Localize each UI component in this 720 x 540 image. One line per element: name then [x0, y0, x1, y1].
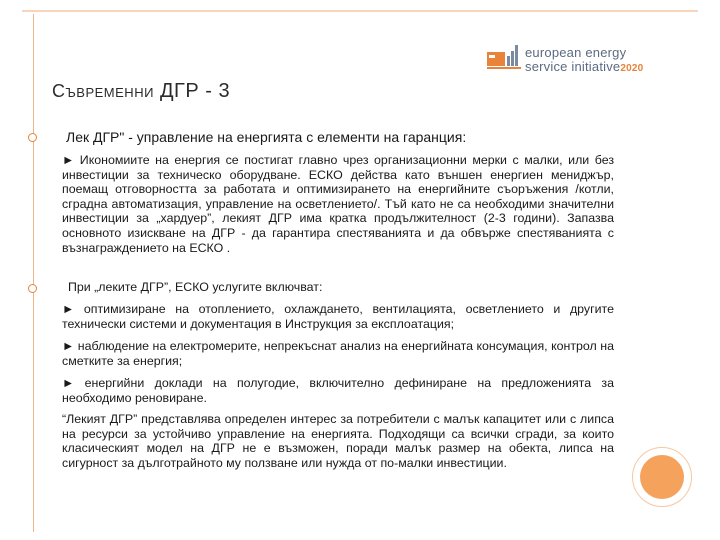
section2-item1: ► оптимизиране на отоплението, охлаждането, вентилацията, осветлението и другите технически системи и документация в Инструкция за експлоатация; [62, 302, 614, 331]
section2-item2: ► наблюдение на електромерите, непрекъснат анализ на енергийната консумация, контрол на сметките за енергия; [62, 339, 614, 368]
logo-text-line2 [525, 59, 643, 74]
slide-title [52, 80, 230, 103]
left-border [33, 14, 34, 532]
logo-text-line1: european energy [525, 45, 627, 60]
logo-year: 2020 [620, 63, 644, 74]
logo-text-service: service initiative [525, 59, 621, 74]
bullet-icon [28, 284, 37, 293]
logo-bars-icon [487, 42, 521, 70]
bullet-icon [28, 133, 37, 142]
decorative-circle [640, 455, 684, 499]
slide-title-rest: ДГР - 3 [153, 80, 231, 102]
section1-paragraph: ► Икономиите на енергия се постигат главно чрез организационни мерки с малки, или без инвестиции за техническо оборудване. ЕСКО действа като външен енергиен мениджър, поемащ отговорността за работата и оптимизирането на енергийните съоръжения /котли, сградна автоматизация, управление на осветлението/. Тъй като не са необходими значителни инвестиции за „хардуер”, лекият ДГР има кратка продължителност (2-3 години). Запазва основното изискване на ДГР - да гарантира спестяванията и да обвърже спестяванията с възнаграждението на ЕСКО . [62, 153, 614, 255]
eesi-logo [487, 40, 687, 72]
top-border [22, 10, 698, 12]
section2-intro: При „леките ДГР”, ЕСКО услугите включват: [68, 280, 323, 294]
section1-heading: Лек ДГР" - управление на енергията с елементи на гаранция: [66, 129, 467, 145]
slide-title-caps: Съвременни [52, 81, 154, 101]
section2-closing: “Лекият ДГР” представлява определен интерес за потребители с малък капацитет или с липса на ресурси за устойчиво управление на енергията. Подходящи са всички сгради, за които класическият модел на ДГР не е възможен, поради малък размер на обекта, липса на сигурност за дълготрайното му ползване или нужда от по-малки инвестиции. [62, 412, 614, 470]
section2-item3: ► енергийни доклади на полугодие, включително дефиниране на предложенията за необходимо реновиране. [62, 376, 614, 405]
